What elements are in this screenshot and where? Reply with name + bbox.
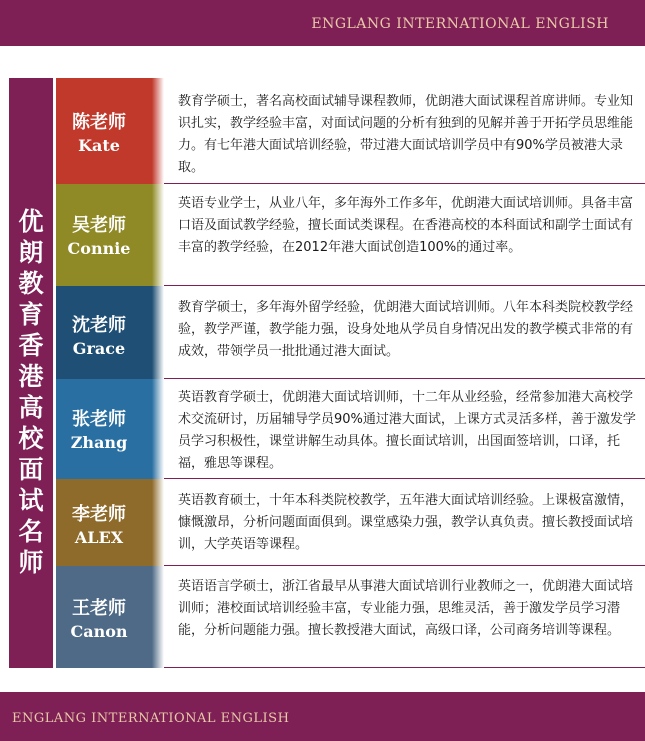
teacher-description: 英语专业学士，从业八年，多年海外工作多年，优朗港大面试培训师。具备丰富口语及面试教学经验，擅长面试类课程。在香港高校的本科面试和副学士面试有丰富的教学经验，在2012年港大面试创造100%的通过率。 [178,196,634,255]
row-divider [164,667,645,668]
teacher-cn-name: 吴老师 [72,215,126,236]
color-stripe [142,286,164,379]
teacher-en-name: Connie [67,239,131,258]
bottom-brand-text: ENGLANG INTERNATIONAL ENGLISH [12,711,290,726]
teacher-cn-name: 陈老师 [72,112,126,133]
title-char: 面 [18,455,44,484]
teacher-description: 英语教育学硕士，优朗港大面试培训师，十二年从业经验，经常参加港大高校学术交流研讨，历届辅导学员90%通过港大面试，上课方式灵活多样，善于激发学员学习积极性，课堂讲解生动具体。擅长面试培训，出国面签培训，口译，托福，雅思等课程。 [178,390,636,471]
title-char: 育 [18,300,44,329]
title-char: 朗 [18,238,44,267]
top-brand-text: ENGLANG INTERNATIONAL ENGLISH [311,16,609,32]
teacher-row-canon [56,566,645,668]
teacher-en-name: Canon [70,622,128,641]
teacher-description: 教育学硕士，多年海外留学经验，优朗港大面试培训师。八年本科类院校教学经验，教学严谨，教学能力强，设身处地从学员自身情况出发的教学模式非常的有成效，带领学员一批批通过港大面试。 [178,300,634,359]
color-stripe [142,184,164,286]
teacher-row-connie [56,184,645,286]
teacher-name-box [56,286,142,379]
sidebar-title-panel [9,78,53,668]
title-char: 师 [18,548,44,577]
teacher-en-name: ALEX [74,528,124,547]
teacher-cn-name: 张老师 [72,409,126,430]
color-stripe [142,379,164,479]
teacher-name-box [56,566,142,668]
row-divider [164,565,645,566]
teacher-name-box [56,184,142,286]
title-char: 名 [18,517,44,546]
teacher-description: 英语语言学硕士，浙江省最早从事港大面试培训行业教师之一，优朗港大面试培训师；港校面试培训经验丰富，专业能力强，思维灵活，善于激发学员学习潜能，分析问题能力强。擅长教授港大面试，高级口译，公司商务培训等课程。 [178,579,634,638]
teacher-en-name: Kate [78,136,120,155]
vertical-title [9,206,53,578]
title-char: 香 [18,331,44,360]
title-char: 优 [18,207,44,236]
title-char: 校 [18,424,44,453]
teacher-name-box [56,78,142,184]
teacher-description: 英语教育硕士，十年本科类院校教学，五年港大面试培训经验。上课极富激情，慷慨激昂，分析问题面面俱到。课堂感染力强，教学认真负责。擅长教授面试培训，大学英语等课程。 [178,493,634,552]
row-divider [164,285,645,286]
color-stripe [142,566,164,668]
teacher-row-kate [56,78,645,184]
teacher-row-zhang [56,379,645,479]
top-banner [0,0,645,46]
row-divider [164,183,645,184]
teacher-cn-name: 沈老师 [72,315,126,336]
teacher-en-name: Zhang [70,433,128,452]
teacher-row-alex [56,479,645,566]
teacher-cn-name: 李老师 [72,504,126,525]
teacher-name-box [56,479,142,566]
teacher-en-name: Grace [72,339,126,358]
teacher-name-box [56,379,142,479]
teacher-description: 教育学硕士，著名高校面试辅导课程教师，优朗港大面试课程首席讲师。专业知识扎实，教学经验丰富，对面试问题的分析有独到的见解并善于开拓学员思维能力。有七年港大面试培训经验，带过港大面试培训学员中有90%学员被港大录取。 [178,94,634,175]
title-char: 试 [18,486,44,515]
row-divider [164,478,645,479]
title-char: 高 [18,393,44,422]
color-stripe [142,78,164,184]
color-stripe [142,479,164,566]
teacher-cn-name: 王老师 [72,598,126,619]
bottom-banner [0,692,645,741]
title-char: 港 [18,362,44,391]
row-divider [164,378,645,379]
title-char: 教 [18,269,44,298]
teacher-row-grace [56,286,645,379]
